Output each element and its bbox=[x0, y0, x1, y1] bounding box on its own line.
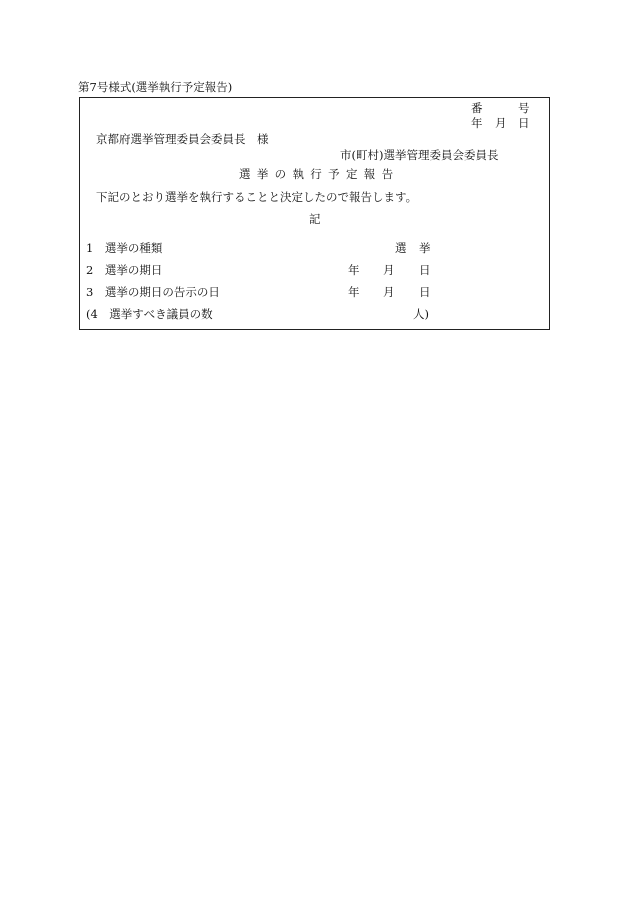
item-1-label: 1 選挙の種類 bbox=[86, 241, 163, 255]
addressee: 京都府選挙管理委員会委員長 様 bbox=[96, 132, 269, 146]
item-1-value-a: 選 bbox=[395, 241, 407, 255]
number-label: 番 bbox=[471, 101, 483, 115]
item-3-day: 日 bbox=[419, 285, 431, 299]
item-1-value-b: 挙 bbox=[419, 241, 431, 255]
ki-label: 記 bbox=[309, 212, 321, 226]
date-year-label: 年 bbox=[471, 116, 483, 130]
item-2-label: 2 選挙の期日 bbox=[86, 263, 163, 277]
date-month-label: 月 bbox=[495, 116, 507, 130]
item-4-label: (4 選挙すべき議員の数 bbox=[86, 307, 213, 321]
item-2-year: 年 bbox=[348, 263, 360, 277]
document-title: 選挙の執行予定報告 bbox=[239, 167, 400, 181]
date-day-label: 日 bbox=[518, 116, 530, 130]
body-text: 下記のとおり選挙を執行することと決定したので報告します。 bbox=[96, 190, 418, 204]
item-3-month: 月 bbox=[383, 285, 395, 299]
sender: 市(町村)選挙管理委員会委員長 bbox=[340, 148, 499, 162]
item-4-value: 人) bbox=[413, 307, 429, 321]
item-3-year: 年 bbox=[348, 285, 360, 299]
item-2-day: 日 bbox=[419, 263, 431, 277]
item-3-label: 3 選挙の期日の告示の日 bbox=[86, 285, 220, 299]
form-title: 第7号様式(選挙執行予定報告) bbox=[78, 80, 233, 94]
item-2-month: 月 bbox=[383, 263, 395, 277]
number-suffix: 号 bbox=[518, 101, 530, 115]
